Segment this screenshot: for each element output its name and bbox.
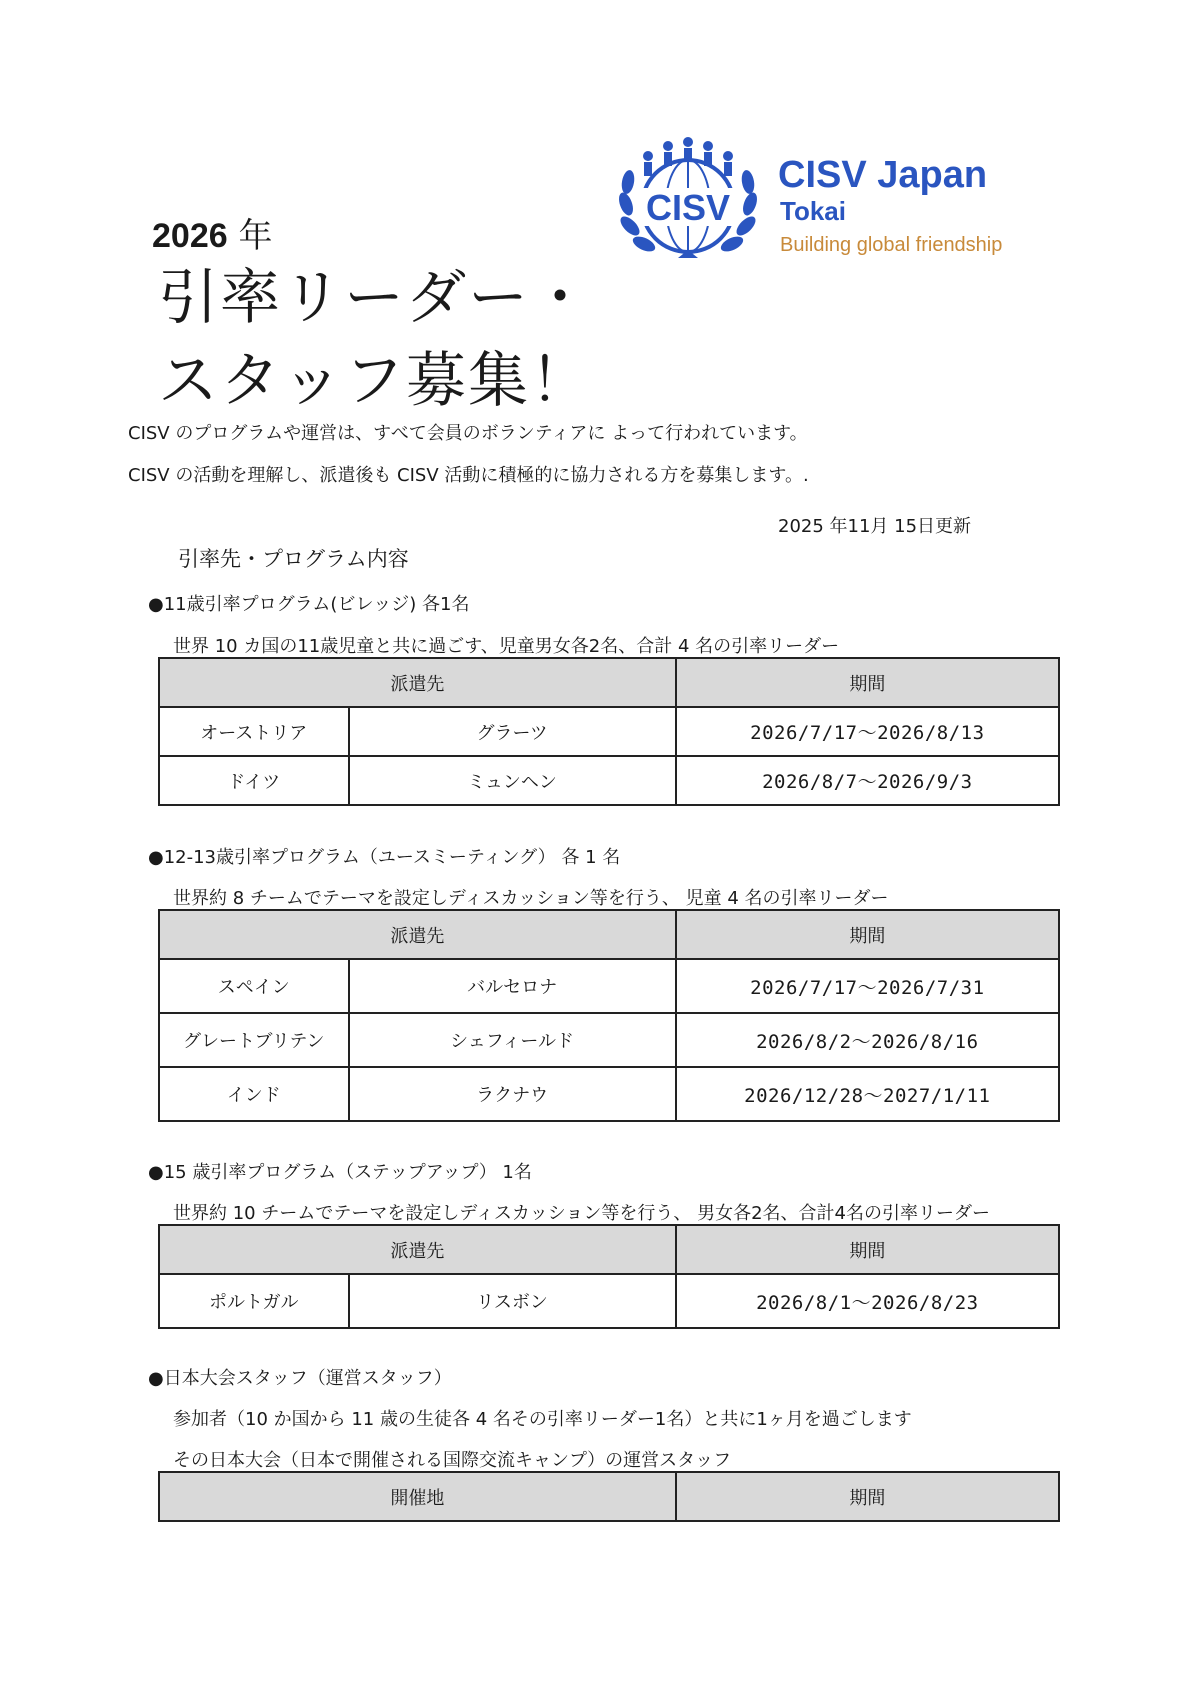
year-suffix: 年 [238,216,273,256]
table-row [159,1274,1059,1328]
cell-city: ラクナウ [349,1067,676,1121]
program-3-table [158,1224,1060,1329]
table-header-row [159,1225,1059,1274]
cell-country: グレートブリテン [159,1013,349,1067]
program-4-description: 参加者（10 か国から 11 歳の生徒各 4 名その引率リーダー1名）と共に1ヶ月を過ごします [173,1409,912,1430]
cell-country: スペイン [159,959,349,1013]
header-destination: 派遣先 [159,658,676,707]
cell-period: 2026/7/17〜2026/7/31 [676,959,1059,1013]
table-row [159,707,1059,756]
cell-period: 2026/8/1〜2026/8/23 [676,1274,1059,1328]
program-1-title: ●11歳引率プログラム(ビレッジ) 各1名 [148,594,470,615]
table-row [159,959,1059,1013]
program-3-title: ●15 歳引率プログラム（ステップアップ） 1名 [148,1162,532,1183]
program-1-table [158,657,1060,806]
header-period: 期間 [676,910,1059,959]
cell-city: グラーツ [349,707,676,756]
year-number: 2026 [152,217,228,255]
cisv-emblem-icon [608,134,768,264]
cell-country: ドイツ [159,756,349,805]
program-2-title: ●12-13歳引率プログラム（ユースミーティング） 各 1 名 [148,847,621,868]
intro-line-2: CISV の活動を理解し、派遣後も CISV 活動に積極的に協力される方を募集します。. [128,465,809,486]
cisv-japan-logo [608,134,1053,264]
cell-city: ミュンヘン [349,756,676,805]
cell-country: ポルトガル [159,1274,349,1328]
cell-city: リスボン [349,1274,676,1328]
header-period: 期間 [676,1225,1059,1274]
cell-country: インド [159,1067,349,1121]
table-header-row [159,910,1059,959]
cell-city: バルセロナ [349,959,676,1013]
cell-period: 2026/7/17〜2026/8/13 [676,707,1059,756]
cell-city: シェフィールド [349,1013,676,1067]
intro-line-1: CISV のプログラムや運営は、すべて会員のボランティアに よって行われています。 [128,423,808,444]
section-heading: 引率先・プログラム内容 [178,547,409,571]
cell-period: 2026/8/7〜2026/9/3 [676,756,1059,805]
logo-tagline: Building global friendship [780,234,1003,256]
page-title-line-1: 引率リーダー・ [158,263,592,333]
program-2-table [158,909,1060,1122]
program-4-table [158,1471,1060,1522]
program-3-description: 世界約 10 チームでテーマを設定しディスカッション等を行う、 男女各2名、合計4名の引率リーダー [173,1203,990,1224]
header-venue: 開催地 [159,1472,676,1521]
program-2-description: 世界約 8 チームでテーマを設定しディスカッション等を行う、 児童 4 名の引率リーダー [173,888,889,909]
logo-org-name: CISV Japan [778,154,988,196]
header-destination: 派遣先 [159,1225,676,1274]
program-4-title: ●日本大会スタッフ（運営スタッフ） [148,1368,452,1389]
cell-period: 2026/12/28〜2027/1/11 [676,1067,1059,1121]
program-1-description: 世界 10 カ国の11歳児童と共に過ごす、児童男女各2名、合計 4 名の引率リーダー [173,636,840,657]
updated-date: 2025 年11月 15日更新 [778,516,972,537]
cell-country: オーストリア [159,707,349,756]
table-header-row [159,658,1059,707]
header-period: 期間 [676,658,1059,707]
cell-period: 2026/8/2〜2026/8/16 [676,1013,1059,1067]
logo-region: Tokai [780,196,846,226]
table-row [159,1013,1059,1067]
program-4-description-2: その日本大会（日本で開催される国際交流キャンプ）の運営スタッフ [173,1450,732,1471]
table-header-row [159,1472,1059,1521]
header-destination: 派遣先 [159,910,676,959]
table-row [159,756,1059,805]
year-heading [152,208,272,257]
logo-emblem-text: CISV [645,187,731,228]
table-row [159,1067,1059,1121]
page-title-line-2: スタッフ募集！ [158,346,592,416]
header-period: 期間 [676,1472,1059,1521]
